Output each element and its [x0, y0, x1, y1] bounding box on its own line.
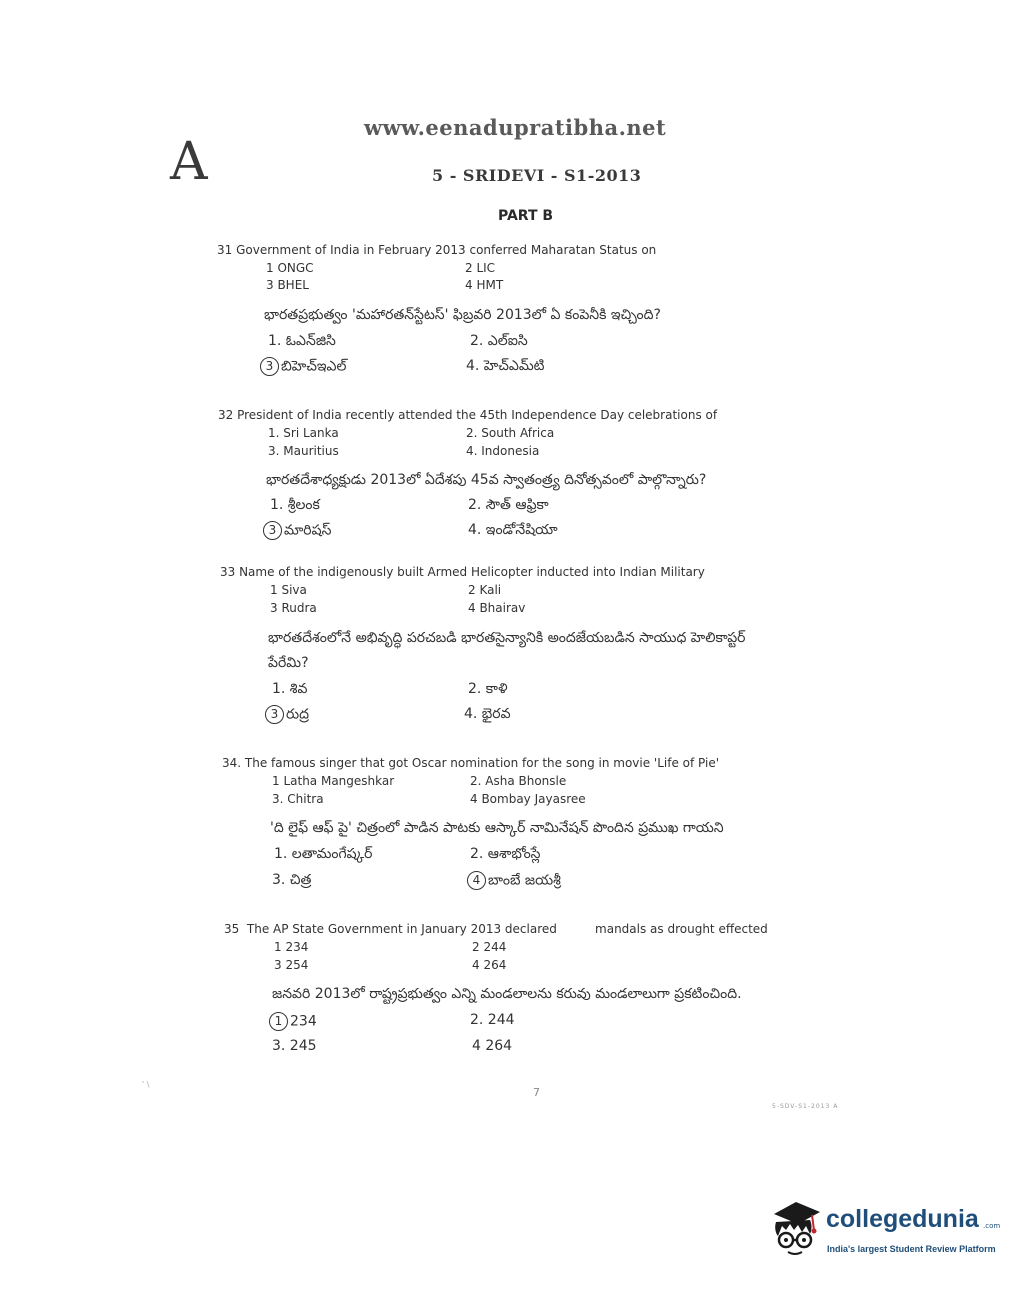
footer-code: 5-SDV-S1-2013 A	[772, 1103, 839, 1110]
option-2: 2. Asha Bhonsle	[470, 774, 567, 788]
question-text: 31 Government of India in February 2013 conferred Maharatan Status on	[217, 243, 657, 257]
question-text: 33 Name of the indigenously built Armed Helicopter inducted into Indian Military	[220, 565, 705, 579]
option-2: 2 Kali	[468, 583, 502, 597]
option-1: 1 ONGC	[266, 261, 314, 275]
option-4: 4 Bombay Jayasree	[470, 792, 586, 806]
telugu-option-4: 4. హెచ్ఎమ్‌టి	[466, 358, 545, 374]
answer-circle: 3	[265, 705, 284, 724]
telugu-option-1: 1. ఓఎన్‌జిసి	[268, 333, 336, 349]
option-3: 3. Chitra	[272, 792, 324, 806]
telugu-option-2: 2. కాళి	[468, 681, 508, 697]
option-3: 3. Mauritius	[268, 444, 339, 458]
telugu-option-2: 2. సౌత్ ఆఫ్రికా	[468, 497, 549, 513]
answer-circle: 1	[269, 1012, 288, 1031]
telugu-question-text-line-2: పేరేమి?	[268, 655, 309, 671]
telugu-question-text: భారతప్రభుత్వం 'మహారతన్‌స్టేటస్' ఫిబ్రవరి 2013లో ఏ కంపెనీకి ఇచ్చింది?	[264, 307, 661, 323]
telugu-option-3-answer: 3 బిహెచ్ఇఎల్	[260, 357, 346, 378]
telugu-option-2: 2. 244	[470, 1012, 515, 1028]
collegedunia-brand-suffix: .com	[983, 1222, 1001, 1230]
option-4: 4 264	[472, 958, 507, 972]
option-1: 1 234	[274, 940, 309, 954]
telugu-option-1-answer: 1 234	[269, 1012, 317, 1031]
page-number: 7	[533, 1086, 540, 1099]
telugu-option-4-answer: 4 బాంబే జయశ్రీ	[467, 871, 561, 892]
telugu-option-1: 1. శివ	[272, 681, 308, 697]
answer-circle: 3	[263, 521, 282, 540]
telugu-option-2: 2. ఎల్ఐసి	[470, 333, 528, 349]
option-4: 4. Indonesia	[466, 444, 540, 458]
answer-circle: 3	[260, 357, 279, 376]
telugu-question-text: 'ది లైఫ్ ఆఫ్ పై' చిత్రంలో పాడిన పాటకు ఆస్కార్ నామినేషన్ పొందిన ప్రముఖ గాయని	[270, 820, 724, 836]
option-3: 3 254	[274, 958, 309, 972]
telugu-question-text: భారతదేశంలోనే అభివృద్ధి పరచబడి భారతసైన్యానికి అందజేయబడిన సాయుధ హెలికాప్టర్	[268, 630, 746, 646]
margin-speck: ' \	[142, 1080, 150, 1089]
option-1: 1 Latha Mangeshkar	[272, 774, 395, 788]
option-1: 1. Sri Lanka	[268, 426, 339, 440]
collegedunia-tagline: India's largest Student Review Platform	[827, 1244, 996, 1254]
collegedunia-mascot-icon	[768, 1196, 826, 1266]
option-3: 3 BHEL	[266, 278, 309, 292]
telugu-option-4: 4. ఇండోనేషియా	[468, 522, 558, 538]
option-3: 3 Rudra	[270, 601, 317, 615]
telugu-option-3: 3. 245	[272, 1038, 317, 1054]
telugu-option-3: 3. చిత్ర	[272, 872, 312, 888]
telugu-option-3-answer: 3 మారిషస్	[263, 521, 331, 542]
telugu-option-4: 4. భైరవ	[464, 706, 511, 722]
option-2: 2 244	[472, 940, 507, 954]
option-2: 2. South Africa	[466, 426, 555, 440]
option-1: 1 Siva	[270, 583, 307, 597]
telugu-question-text: భారతదేశాధ్యక్షుడు 2013లో ఏదేశపు 45వ స్వాతంత్ర్య దినోత్సవంలో పాల్గొన్నారు?	[266, 472, 707, 488]
paper-code: 5 - SRIDEVI - S1-2013	[432, 166, 642, 185]
option-2: 2 LIC	[465, 261, 496, 275]
answer-circle: 4	[467, 871, 486, 890]
telugu-question-text: జనవరి 2013లో రాష్ట్రప్రభుత్వం ఎన్ని మండలాలను కరువు మండలాలుగా ప్రకటించింది.	[272, 986, 742, 1002]
question-text: 34. The famous singer that got Oscar nomination for the song in movie 'Life of Pie'	[222, 756, 720, 770]
website-url: www.eenadupratibha.net	[364, 115, 667, 140]
telugu-option-2: 2. ఆశాభోంస్లే	[470, 846, 541, 862]
option-4: 4 Bhairav	[468, 601, 526, 615]
part-heading: PART B	[498, 208, 554, 224]
question-text: 35 The AP State Government in January 2013 declared mandals as drought effected	[224, 922, 768, 936]
telugu-option-3-answer: 3 రుద్ర	[265, 705, 309, 726]
telugu-option-4: 4 264	[472, 1038, 513, 1054]
telugu-option-1: 1. శ్రీలంక	[270, 497, 320, 513]
collegedunia-brand: collegedunia	[826, 1205, 979, 1233]
set-letter: A	[170, 132, 208, 192]
telugu-option-1: 1. లతామంగేష్కర్	[274, 846, 373, 862]
question-text: 32 President of India recently attended the 45th Independence Day celebrations of	[218, 408, 718, 422]
option-4: 4 HMT	[465, 278, 504, 292]
